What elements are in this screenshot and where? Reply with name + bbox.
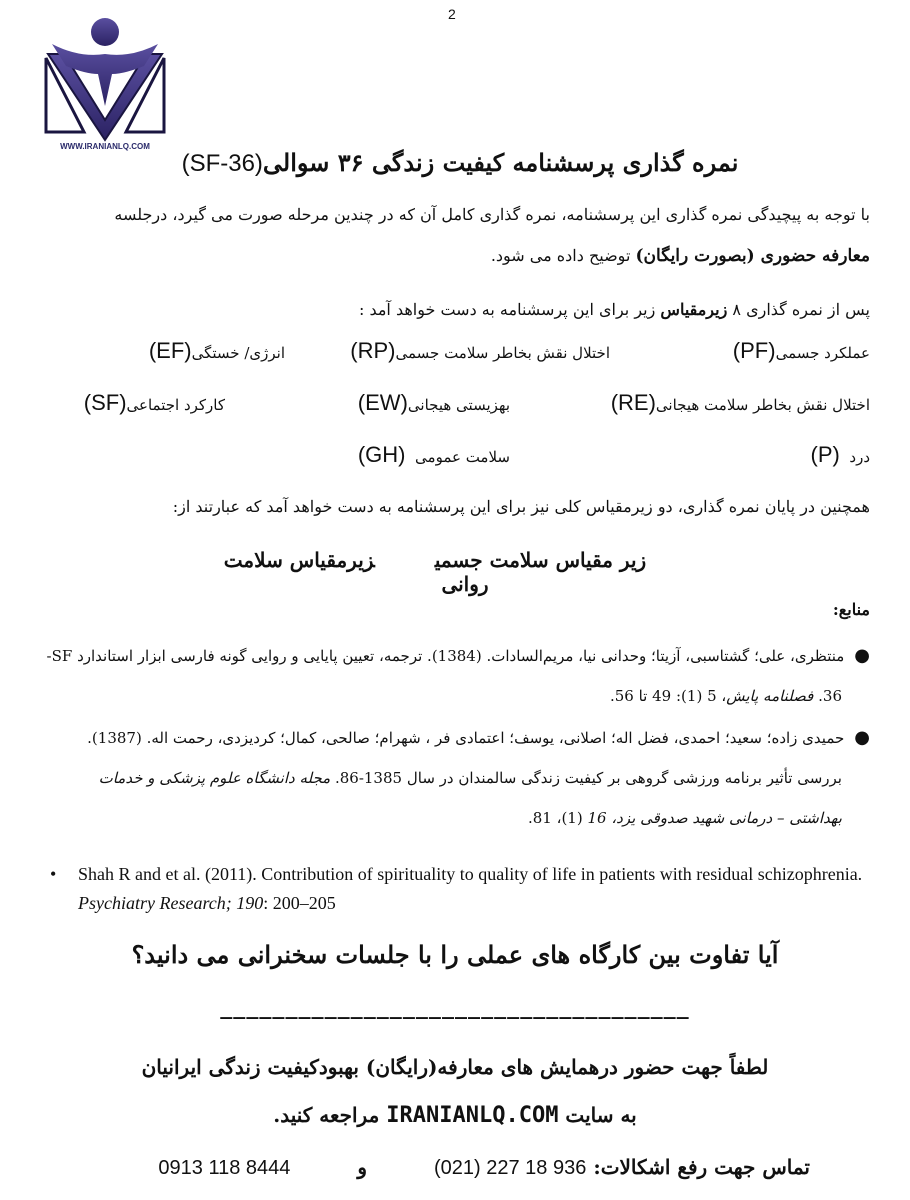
reference-2-journal-cont: بهداشتی – درمانی شهید صدوقی یزد، 16 [587,809,842,827]
summary-item-mental: زیرمقیاس سلامت روانی [223,548,489,596]
subscale-code: (P) [810,442,840,467]
reference-2 [20,718,870,838]
reference-2-line-2 [20,758,842,798]
reference-3-post: : 200–205 [263,893,336,913]
subscale-p [811,442,871,468]
reference-1-post: ، 5 (1): 49 تا 56. [609,687,727,705]
contact-label: تماس جهت رفع اشکالات: [593,1155,810,1179]
subscales-intro-pre: پس از نمره گذاری ۸ [727,300,870,319]
sources-title: منابع: [832,600,870,619]
contact-phone-2: 0913 118 8444 [158,1157,291,1179]
cta-post: مراجعه کنید. [273,1103,387,1127]
subscale-label: اختلال نقش بخاطر سلامت جسمی [395,344,610,362]
subscale-label: عملکرد جسمی [775,344,870,362]
summary-items [190,548,710,596]
page-number: 2 [448,6,456,22]
reference-2-line-1 [20,718,870,758]
subscale-code: (GH) [357,442,406,467]
summary-item-physical: زیر مقیاس سلامت جسمی [434,548,647,572]
logo-url-text: WWW.IRANIANLQ.COM [60,142,150,151]
cta-pre: به سایت [558,1103,637,1127]
summary-intro: همچنین در پایان نمره گذاری، دو زیرمقیاس کلی نیز برای این پرسشنامه به دست خواهد آمد که عبارتند از: [172,497,870,516]
subscales-intro-post: زیر برای این پرسشنامه به دست خواهد آمد : [358,300,661,319]
reference-1-journal: فصلنامه پایش [726,687,814,705]
subscale-code: (SF) [83,390,127,415]
contact-line [90,1155,810,1180]
intro-line-2 [30,246,870,266]
subscale-code: (RE) [610,390,656,415]
reference-2-post: (1)، 81. [527,809,588,827]
reference-1-pre: 36. [813,687,842,705]
subscale-pf [733,338,870,364]
logo-graphic [44,14,166,142]
subscale-gh [358,442,510,468]
subscale-label: انرژی/ خستگی [191,344,285,362]
subscale-code: (PF) [732,338,776,363]
contact-conjunction: و [357,1155,368,1179]
subscale-sf [84,390,225,416]
subscales-intro-bold: زیرمقیاس [660,300,728,319]
reference-1 [20,636,870,716]
subscale-label: بهزیستی هیجانی [407,396,510,414]
subscale-rp [350,338,610,364]
reference-2-pre: بررسی تأثیر برنامه ورزشی گروهی بر کیفیت زندگی سالمندان در سال 1385-86. [330,769,842,787]
reference-2-text: حمیدی زاده؛ سعید؛ احمدی، فضل اله؛ اصلانی، یوسف؛ اعتمادی فر ، شهرام؛ صالحی، کمال؛ کردیزدی، رحمت اله. (1387). [87,729,845,747]
reference-3-pre: Shah R and et al. (2011). Contribution of spirituality to quality of life in patients with residual schizophrenia. [78,864,863,884]
reference-3-journal: Psychiatry Research; 190 [78,893,264,913]
contact-phone-1: (021) 227 18 936 [434,1157,587,1179]
reference-3 [50,860,890,918]
reference-2-journal: مجله دانشگاه علوم پزشکی و خدمات [98,769,331,787]
subscale-label: سلامت عمومی [415,448,510,466]
reference-2-line-3 [20,798,842,838]
divider-dashes: ____________________________________ [220,995,690,1019]
intro-line-1: با توجه به پیچیدگی نمره گذاری این پرسشنامه، نمره گذاری کامل آن که در چندین مرحله صورت می گیرد، درجلسه [114,205,870,224]
subscale-code: (EF) [148,338,192,363]
bullet-icon: • [50,864,57,884]
intro-bold: معارفه حضوری (بصورت رایگان) [635,246,870,266]
subscale-code: (EW) [357,390,408,415]
subscale-label: درد [849,448,870,466]
cta-line-1: لطفاً جهت حضور درهمایش های معارفه(رایگان) بهبودکیفیت زندگی ایرانیان [141,1055,769,1079]
cta-line-2 [80,1103,830,1128]
page-title [160,148,760,178]
subscale-label: اختلال نقش بخاطر سلامت هیجانی [655,396,870,414]
reference-1-line-2 [20,676,842,716]
bullet-icon: ● [854,727,870,748]
reference-3-text [78,860,890,918]
title-text: نمره گذاری پرسشنامه کیفیت زندگی ۳۶ سوالی [262,148,739,177]
subscale-ef [149,338,285,364]
website-link[interactable]: IRANIANLQ.COM [386,1103,559,1128]
intro-rest: توضیح داده می شود. [490,246,636,265]
reference-1-line-1 [20,636,870,676]
subscale-ew [358,390,510,416]
subscales-intro [30,300,870,319]
subscale-re [611,390,870,416]
question-heading: آیا تفاوت بین کارگاه های عملی را با جلسات سخنرانی می دانید؟ [131,940,779,969]
bullet-icon: ● [854,645,870,666]
subscale-code: (RP) [350,338,396,363]
subscale-label: کارکرد اجتماعی [126,396,225,414]
title-code: (SF-36) [181,150,263,177]
iranianlq-logo [44,14,166,156]
reference-1-text: منتظری، علی؛ گشتاسبی، آزیتا؛ وحدانی نیا، مریم‌السادات. (1384). ترجمه، تعیین پایایی و روایی گونه فارسی ابزار استاندارد SF- [46,647,845,665]
